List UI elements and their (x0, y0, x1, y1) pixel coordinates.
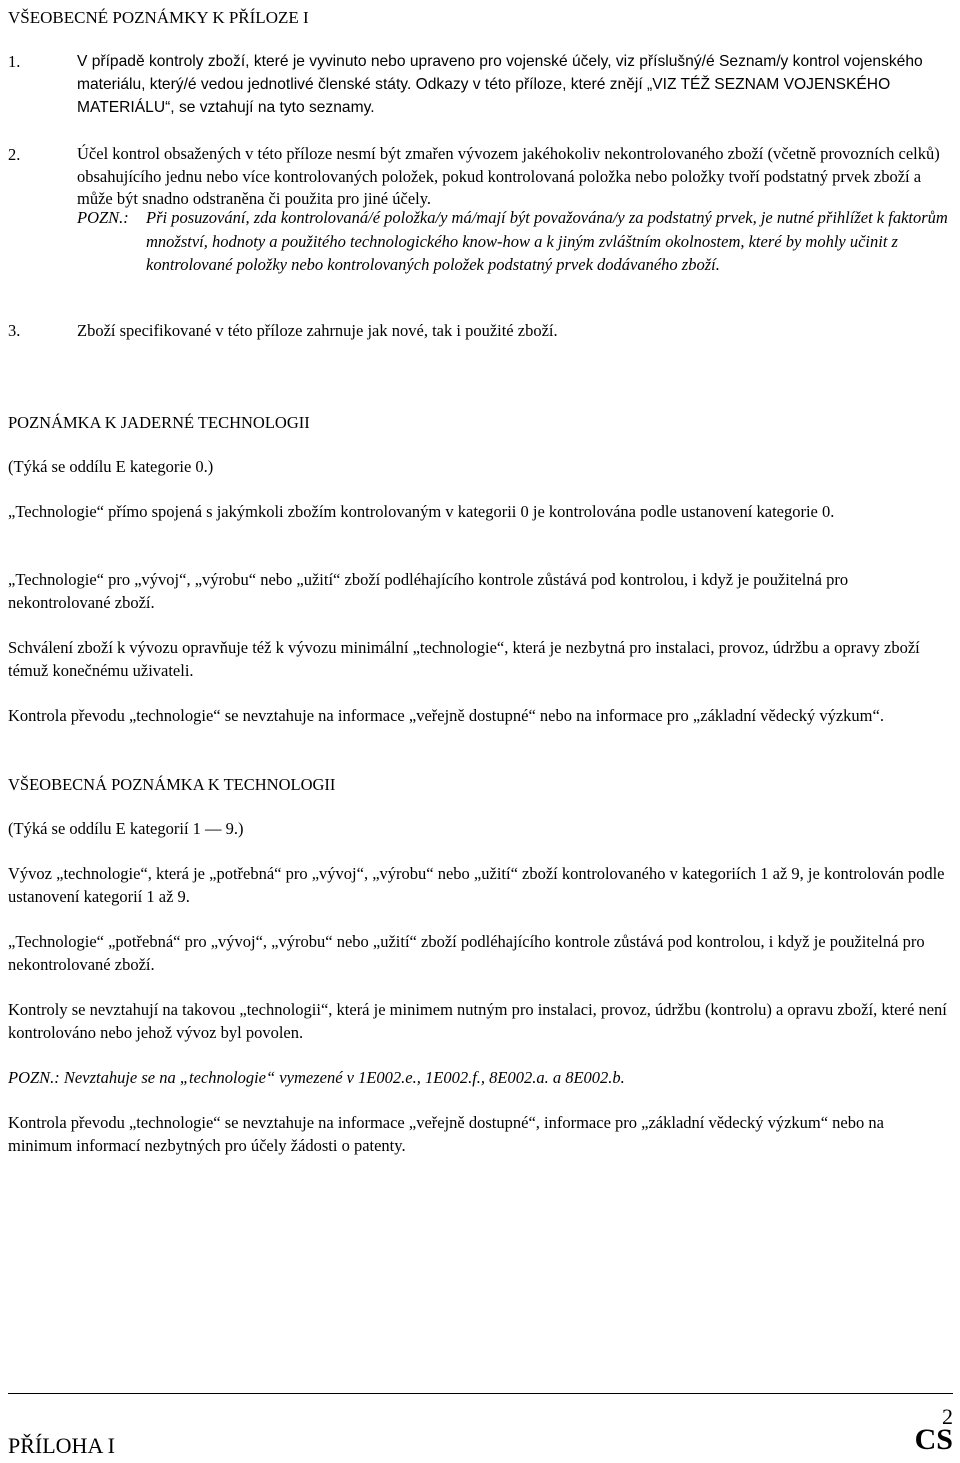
general-paragraph-3: Kontroly se nevztahují na takovou „technologii“, která je minimem nutným pro instalaci, provoz, údržbu (kontrolu) a opravu zboží, které není kontrolováno nebo jehož vývoz byl povolen. (8, 1000, 947, 1042)
item-text-1: V případě kontroly zboží, které je vyvinuto nebo upraveno pro vojenské účely, viz příslušný/é Seznam/y kontrol vojenského materiálu, který/é vedou jednotlivé členské státy. Odkazy v této příloze, které znějí „VIZ TÉŽ SEZNAM VOJENSKÉHO MATERIÁLU“, se vztahují na tyto seznamy. (77, 53, 923, 116)
note-text: Při posuzování, zda kontrolovaná/é položka/y má/mají být považována/y za podstatný prvek, je nutné přihlížet k faktorům množství, hodnoty a použitého technologického know-how a k jiným zvláštním okolnostem, které by mohly učinit z kontrolované položky nebo kontrolovaných položek podstatný prvek dodávaného zboží. (146, 208, 948, 274)
general-heading: VŠEOBECNÁ POZNÁMKA K TECHNOLOGII (8, 775, 336, 794)
item-number-3: 3. (8, 321, 21, 340)
general-last-paragraph: Kontrola převodu „technologie“ se nevztahuje na informace „veřejně dostupné“, informace pro „základní vědecký výzkum“ nebo na minimum informací nezbytných pro účely žádosti o patenty. (8, 1113, 884, 1155)
general-paragraph-1: Vývoz „technologie“, která je „potřebná“ pro „vývoj“, „výrobu“ nebo „užití“ zboží kontrolovaného v kategoriích 1 až 9, je kontrolován podle ustanovení kategorií 1 až 9. (8, 864, 945, 906)
item-text-2: Účel kontrol obsažených v této příloze nesmí být zmařen vývozem jakéhokoliv nekontrolovaného zboží (včetně provozních celků) obsahujícího jednu nebo více kontrolovaných položek, pokud kontrolovaná položka nebo položky tvoří podstatný prvek zboží a může být snadno odstraněna či použita pro jiné účely. (77, 144, 940, 209)
item-text-3: Zboží specifikované v této příloze zahrnuje jak nové, tak i použité zboží. (77, 321, 558, 340)
nuclear-paragraph-1: „Technologie“ přímo spojená s jakýmkoli zbožím kontrolovaným v kategorii 0 je kontrolována podle ustanovení kategorie 0. (8, 502, 835, 521)
item-number-1: 1. (8, 52, 21, 71)
item-number-2: 2. (8, 145, 21, 164)
annex-label: PŘÍLOHA I (8, 1433, 115, 1458)
nuclear-scope: (Týká se oddílu E kategorie 0.) (8, 457, 214, 476)
nuclear-paragraph-2: „Technologie“ pro „vývoj“, „výrobu“ nebo „užití“ zboží podléhajícího kontrole zůstává pod kontrolou, i když je použitelná pro nekontrolované zboží. (8, 570, 849, 612)
general-scope: (Týká se oddílu E kategorií 1 — 9.) (8, 819, 244, 838)
general-note: POZN.: Nevztahuje se na „technologie“ vymezené v 1E002.e., 1E002.f., 8E002.a. a 8E002.b. (8, 1068, 625, 1087)
page-title: VŠEOBECNÉ POZNÁMKY K PŘÍLOZE I (8, 8, 309, 27)
language-code: CS (914, 1423, 953, 1456)
nuclear-paragraph-3: Schválení zboží k vývozu opravňuje též k vývozu minimální „technologie“, která je nezbytná pro instalaci, provoz, údržbu a opravy zboží témuž konečnému uživateli. (8, 638, 920, 680)
general-paragraph-2: „Technologie“ „potřebná“ pro „vývoj“, „výrobu“ nebo „užití“ zboží podléhajícího kontrole zůstává pod kontrolou, i když je použitelná pro nekontrolované zboží. (8, 932, 925, 974)
footer-divider (8, 1393, 953, 1394)
nuclear-paragraph-4: Kontrola převodu „technologie“ se nevztahuje na informace „veřejně dostupné“ nebo na informace pro „základní vědecký výzkum“. (8, 706, 884, 725)
note-label: POZN.: (77, 208, 129, 227)
page-number: 2 (942, 1404, 953, 1429)
nuclear-heading: POZNÁMKA K JADERNÉ TECHNOLOGII (8, 413, 310, 432)
